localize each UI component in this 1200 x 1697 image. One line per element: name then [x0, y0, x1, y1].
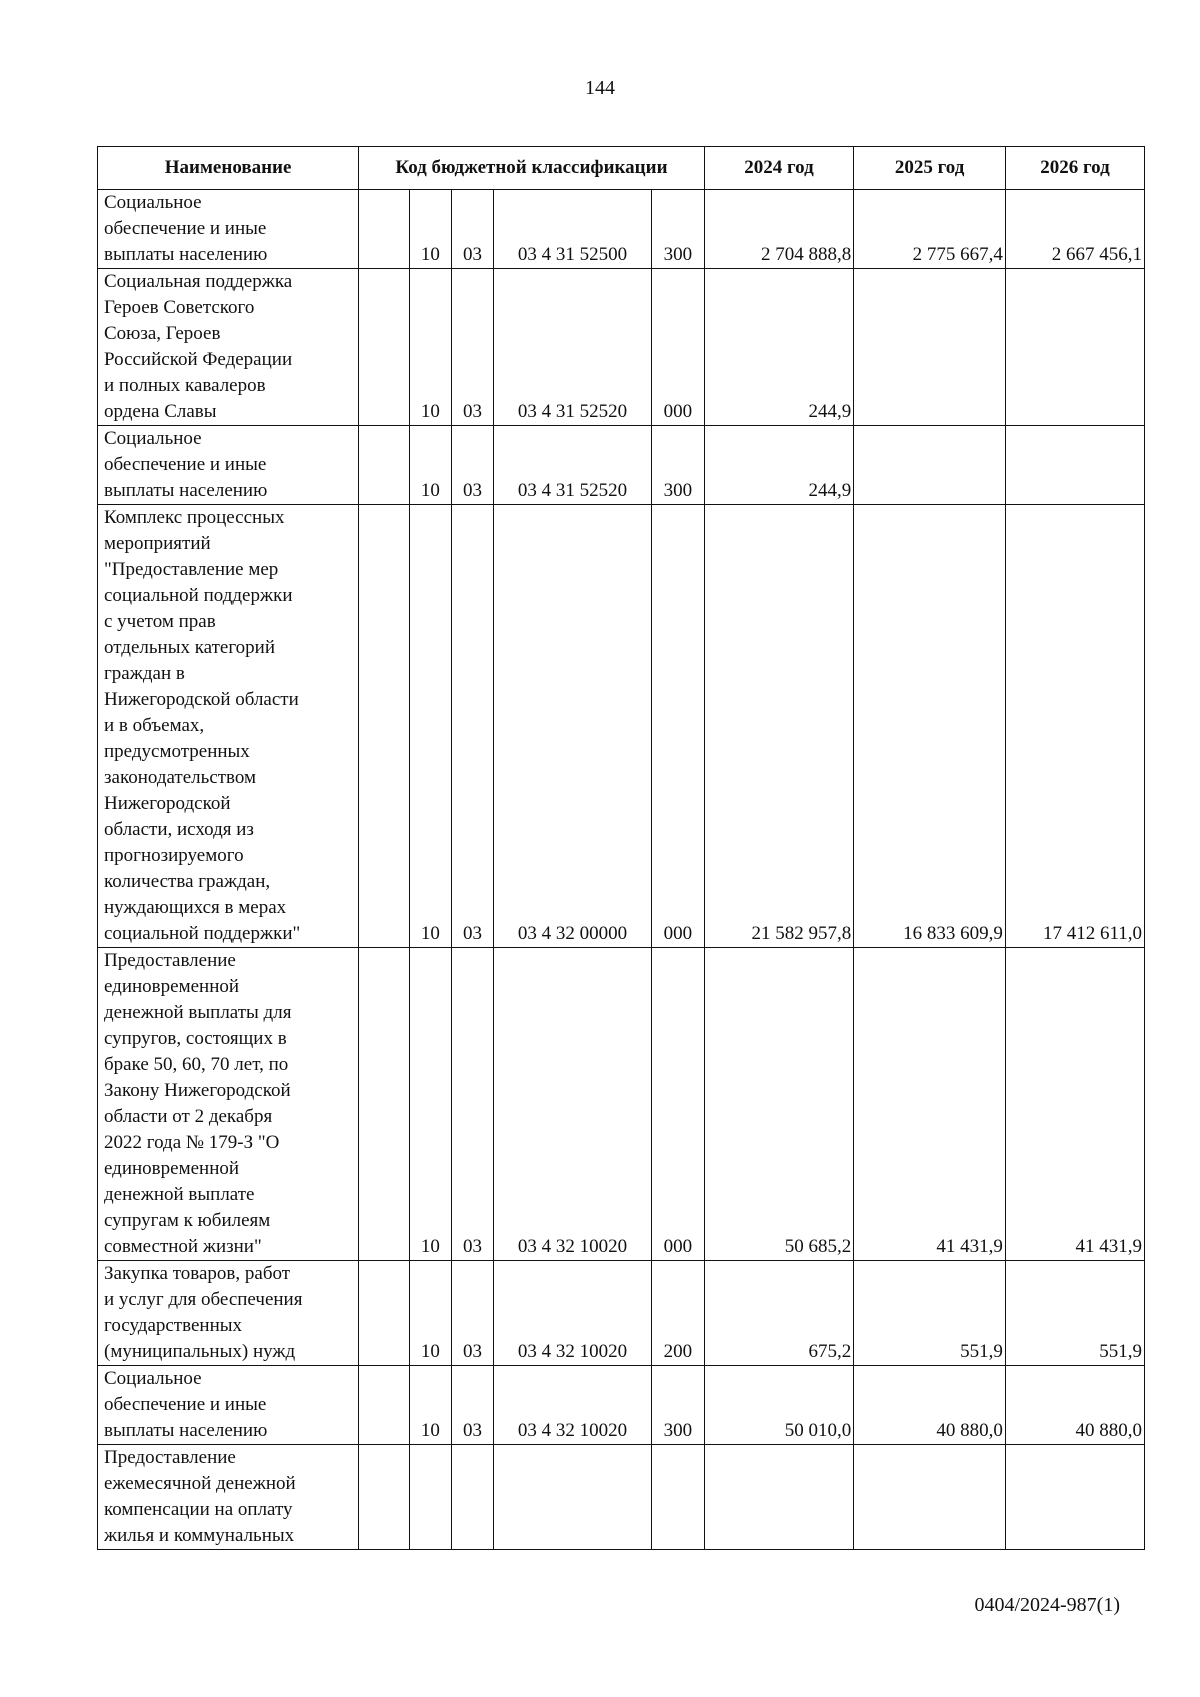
cell-section: 10: [409, 505, 451, 948]
table-row: [98, 1261, 1145, 1366]
cell-code-part: [359, 1261, 410, 1366]
cell-name: Предоставление ежемесячной денежной компенсации на оплату жилья и коммунальных: [98, 1445, 359, 1550]
cell-expense-type: [651, 1445, 704, 1550]
table-row: [98, 426, 1145, 505]
table-row: [98, 505, 1145, 948]
cell-2026: [1005, 1445, 1144, 1550]
cell-2024: 244,9: [704, 426, 854, 505]
cell-code-part: [359, 1445, 410, 1550]
table-header-row: [98, 147, 1145, 190]
table-row: [98, 1366, 1145, 1445]
cell-2024: [704, 1445, 854, 1550]
cell-2024: 244,9: [704, 269, 854, 426]
cell-2025: [854, 269, 1006, 426]
header-name: Наименование: [98, 147, 359, 190]
cell-section: 10: [409, 948, 451, 1261]
cell-2026: 2 667 456,1: [1005, 190, 1144, 269]
cell-2025: 16 833 609,9: [854, 505, 1006, 948]
cell-name: Закупка товаров, работ и услуг для обеспечения государственных (муниципальных) нужд: [98, 1261, 359, 1366]
cell-2024: 675,2: [704, 1261, 854, 1366]
cell-expense-type: 000: [651, 948, 704, 1261]
table-row: [98, 1445, 1145, 1550]
cell-name: Предоставление единовременной денежной выплаты для супругов, состоящих в браке 50, 60, 70 лет, по Закону Нижегородской области от 2 декабря 2022 года № 179-З "О единовременной денежной выплате супругам к юбилеям совместной жизни": [98, 948, 359, 1261]
cell-subsection: 03: [451, 190, 493, 269]
cell-2025: 41 431,9: [854, 948, 1006, 1261]
cell-target-article: 03 4 32 10020: [494, 1366, 652, 1445]
cell-expense-type: 300: [651, 1366, 704, 1445]
cell-2024: 2 704 888,8: [704, 190, 854, 269]
cell-name: Социальная поддержка Героев Советского Союза, Героев Российской Федерации и полных кавалеров ордена Славы: [98, 269, 359, 426]
cell-2026: 41 431,9: [1005, 948, 1144, 1261]
cell-code-part: [359, 269, 410, 426]
cell-subsection: 03: [451, 505, 493, 948]
cell-section: [409, 1445, 451, 1550]
cell-expense-type: 000: [651, 269, 704, 426]
cell-name: Социальное обеспечение и иные выплаты населению: [98, 190, 359, 269]
cell-expense-type: 200: [651, 1261, 704, 1366]
document-number: 0404/2024-987(1): [974, 1594, 1120, 1616]
cell-target-article: 03 4 32 10020: [494, 1261, 652, 1366]
cell-2025: 40 880,0: [854, 1366, 1006, 1445]
table-row: [98, 269, 1145, 426]
cell-2025: 551,9: [854, 1261, 1006, 1366]
cell-code-part: [359, 948, 410, 1261]
header-code: Код бюджетной классификации: [359, 147, 705, 190]
cell-2026: 17 412 611,0: [1005, 505, 1144, 948]
budget-table: [97, 146, 1145, 1550]
cell-section: 10: [409, 269, 451, 426]
cell-subsection: 03: [451, 269, 493, 426]
cell-2025: 2 775 667,4: [854, 190, 1006, 269]
cell-2024: 50 685,2: [704, 948, 854, 1261]
cell-section: 10: [409, 190, 451, 269]
cell-code-part: [359, 1366, 410, 1445]
cell-name: Социальное обеспечение и иные выплаты населению: [98, 1366, 359, 1445]
cell-2026: 40 880,0: [1005, 1366, 1144, 1445]
cell-target-article: [494, 1445, 652, 1550]
table-row: [98, 948, 1145, 1261]
table-row: [98, 190, 1145, 269]
cell-2025: [854, 1445, 1006, 1550]
cell-code-part: [359, 426, 410, 505]
cell-section: 10: [409, 1366, 451, 1445]
cell-2026: [1005, 426, 1144, 505]
cell-name: Социальное обеспечение и иные выплаты населению: [98, 426, 359, 505]
cell-2024: 50 010,0: [704, 1366, 854, 1445]
cell-2026: 551,9: [1005, 1261, 1144, 1366]
cell-expense-type: 300: [651, 190, 704, 269]
cell-code-part: [359, 505, 410, 948]
cell-expense-type: 300: [651, 426, 704, 505]
cell-2025: [854, 426, 1006, 505]
cell-2026: [1005, 269, 1144, 426]
cell-target-article: 03 4 31 52500: [494, 190, 652, 269]
cell-expense-type: 000: [651, 505, 704, 948]
header-2024: 2024 год: [704, 147, 854, 190]
cell-target-article: 03 4 32 10020: [494, 948, 652, 1261]
cell-subsection: 03: [451, 1261, 493, 1366]
header-2025: 2025 год: [854, 147, 1006, 190]
cell-subsection: 03: [451, 426, 493, 505]
cell-target-article: 03 4 31 52520: [494, 269, 652, 426]
cell-target-article: 03 4 31 52520: [494, 426, 652, 505]
cell-target-article: 03 4 32 00000: [494, 505, 652, 948]
cell-subsection: 03: [451, 1366, 493, 1445]
page-number: 144: [585, 77, 615, 99]
cell-2024: 21 582 957,8: [704, 505, 854, 948]
cell-section: 10: [409, 426, 451, 505]
cell-name: Комплекс процессных мероприятий "Предоставление мер социальной поддержки с учетом прав отдельных категорий граждан в Нижегородской области и в объемах, предусмотренных законодательством Нижегородской области, исходя из прогнозируемого количества граждан, нуждающихся в мерах социальной поддержки": [98, 505, 359, 948]
cell-subsection: 03: [451, 948, 493, 1261]
cell-subsection: [451, 1445, 493, 1550]
cell-code-part: [359, 190, 410, 269]
table-body: [98, 190, 1145, 1550]
cell-section: 10: [409, 1261, 451, 1366]
header-2026: 2026 год: [1005, 147, 1144, 190]
